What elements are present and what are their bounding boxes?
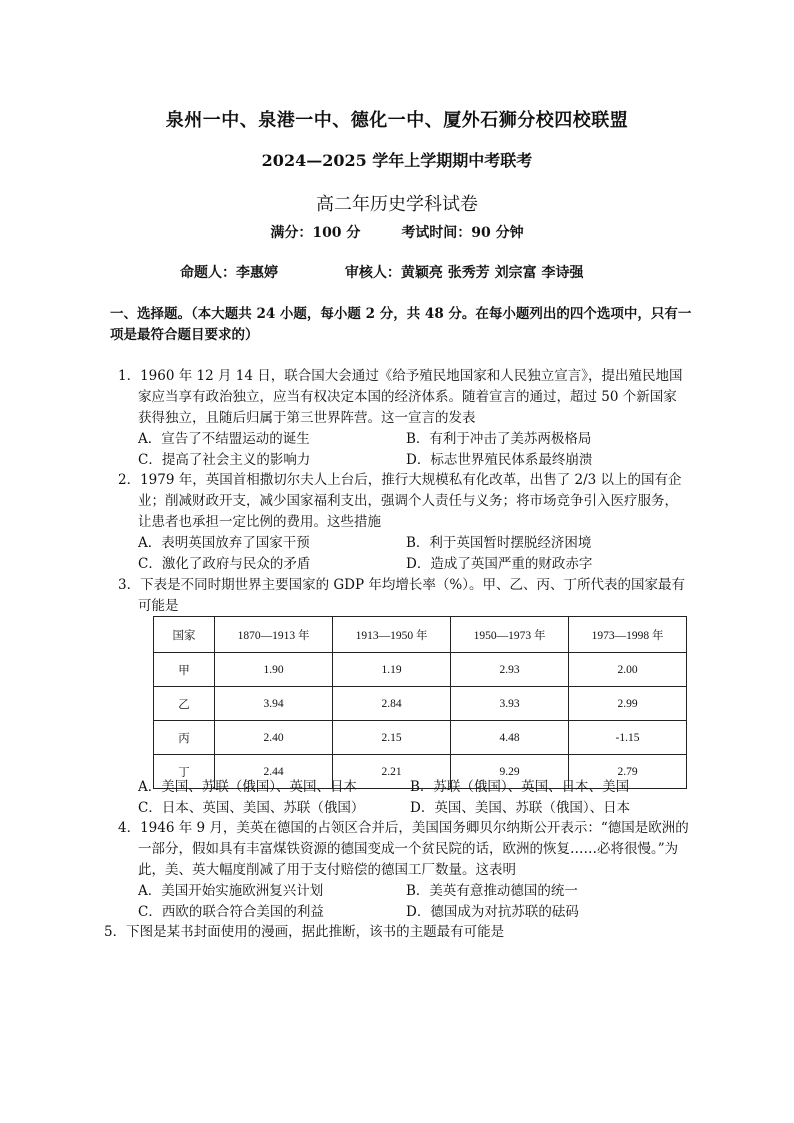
table-cell: 3.93 [451, 687, 569, 721]
option-c[interactable]: C．提高了社会主义的影响力 [138, 452, 311, 468]
question-stem: 2．1979 年，英国首相撒切尔夫人上台后，推行大规模私有化改革，出售了 2/3 以上的国有企业；削减财政开支，减少国家福利支出，强调个人责任与义务；将市场竞争引入医疗服务，让患者也承担一定比例的费用。这些措施 [118, 472, 682, 530]
option-a[interactable]: A．美国、苏联（俄国）、英国、日本 [138, 779, 357, 795]
table-cell: 2.15 [333, 721, 451, 755]
option-a[interactable]: A．表明英国放弃了国家干预 [138, 535, 310, 551]
table-cell: 乙 [154, 687, 215, 721]
options [118, 533, 690, 575]
gdp-table [153, 616, 687, 789]
question-3 [118, 575, 690, 617]
table-cell: 2.21 [333, 755, 451, 789]
question-5 [104, 922, 676, 943]
options [118, 429, 690, 471]
table-header-cell: 1973—1998 年 [569, 617, 687, 653]
table-cell: 2.84 [333, 687, 451, 721]
table-cell: 丁 [154, 755, 215, 789]
option-d[interactable]: D．德国成为对抗苏联的砝码 [406, 904, 579, 920]
table-cell: 4.48 [451, 721, 569, 755]
table-cell: 2.40 [215, 721, 333, 755]
question-3-options [118, 777, 690, 819]
table-cell: -1.15 [569, 721, 687, 755]
option-b[interactable]: B．美英有意推动德国的统一 [406, 883, 578, 899]
table-cell: 丙 [154, 721, 215, 755]
question-stem: 5．下图是某书封面使用的漫画，据此推断，该书的主题最有可能是 [104, 924, 505, 940]
table-header-row [154, 617, 687, 653]
option-b[interactable]: B．苏联（俄国）、英国、日本、美国 [410, 779, 630, 795]
reviewers: 审核人：黄颖亮 张秀芳 刘宗富 李诗强 [344, 265, 584, 281]
table-row [154, 687, 687, 721]
table-cell: 2.93 [451, 653, 569, 687]
table-cell: 3.94 [215, 687, 333, 721]
table-cell: 2.44 [215, 755, 333, 789]
table-cell: 2.99 [569, 687, 687, 721]
options [118, 881, 690, 923]
question-4 [118, 818, 690, 923]
exam-time: 考试时间：90 分钟 [401, 225, 524, 241]
question-stem: 3．下表是不同时期世界主要国家的 GDP 年均增长率（%）。甲、乙、丙、丁所代表的国家最有可能是 [118, 577, 685, 614]
option-b[interactable]: B．有利于冲击了美苏两极格局 [406, 431, 592, 447]
table-cell: 1.19 [333, 653, 451, 687]
exam-meta [0, 222, 794, 242]
subject-line: 高二年历史学科试卷 [316, 194, 478, 215]
table-cell: 甲 [154, 653, 215, 687]
school-line: 泉州一中、泉港一中、德化一中、厦外石狮分校四校联盟 [165, 110, 629, 131]
exam-line: 2024—2025 学年上学期期中考联考 [261, 151, 533, 170]
option-d[interactable]: D．标志世界殖民体系最终崩溃 [406, 452, 593, 468]
options [118, 777, 690, 819]
option-a[interactable]: A．美国开始实施欧洲复兴计划 [138, 883, 324, 899]
option-d[interactable]: D．造成了英国严重的财政赤字 [406, 556, 593, 572]
table-header-cell: 1870—1913 年 [215, 617, 333, 653]
question-1 [118, 366, 690, 471]
question-2 [118, 470, 690, 575]
table-cell: 2.79 [569, 755, 687, 789]
table-cell: 2.00 [569, 653, 687, 687]
option-c[interactable]: C．日本、英国、美国、苏联（俄国） [138, 800, 365, 816]
option-b[interactable]: B．利于英国暂时摆脱经济困境 [406, 535, 592, 551]
option-a[interactable]: A．宣告了不结盟运动的诞生 [138, 431, 310, 447]
table-cell: 1.90 [215, 653, 333, 687]
option-d[interactable]: D．英国、美国、苏联（俄国）、日本 [410, 800, 631, 816]
table-row [154, 721, 687, 755]
full-score: 满分：100 分 [270, 225, 361, 241]
option-c[interactable]: C．西欧的联合符合美国的利益 [138, 904, 324, 920]
author: 命题人：李惠婷 [180, 265, 278, 281]
question-stem: 1．1960 年 12 月 14 日，联合国大会通过《给予殖民地国家和人民独立宣言》，提出殖民地国家应当享有政治独立，应当有权决定本国的经济体系。随着宣言的通过，超过 50 个新国家获得独立，且随后归属于第三世界阵营。这一宣言的发表 [118, 368, 683, 426]
option-c[interactable]: C．激化了政府与民众的矛盾 [138, 556, 311, 572]
table-header-cell: 1950—1973 年 [451, 617, 569, 653]
table-header-cell: 国家 [154, 617, 215, 653]
table-row [154, 653, 687, 687]
section-title: 一、选择题。（本大题共 24 小题，每小题 2 分，共 48 分。在每小题列出的四个选项中，只有一项是最符合题目要求的） [110, 306, 692, 343]
authors-line [180, 262, 584, 282]
question-stem: 4．1946 年 9 月，美英在德国的占领区合并后，美国国务卿贝尔纳斯公开表示：“德国是欧洲的一部分，假如具有丰富煤铁资源的德国变成一个贫民院的话，欧洲的恢复……必将很慢。”为此，美、英大幅度削减了用于支付赔偿的德国工厂数量。这表明 [118, 820, 689, 878]
table-cell: 9.29 [451, 755, 569, 789]
table-header-cell: 1913—1950 年 [333, 617, 451, 653]
